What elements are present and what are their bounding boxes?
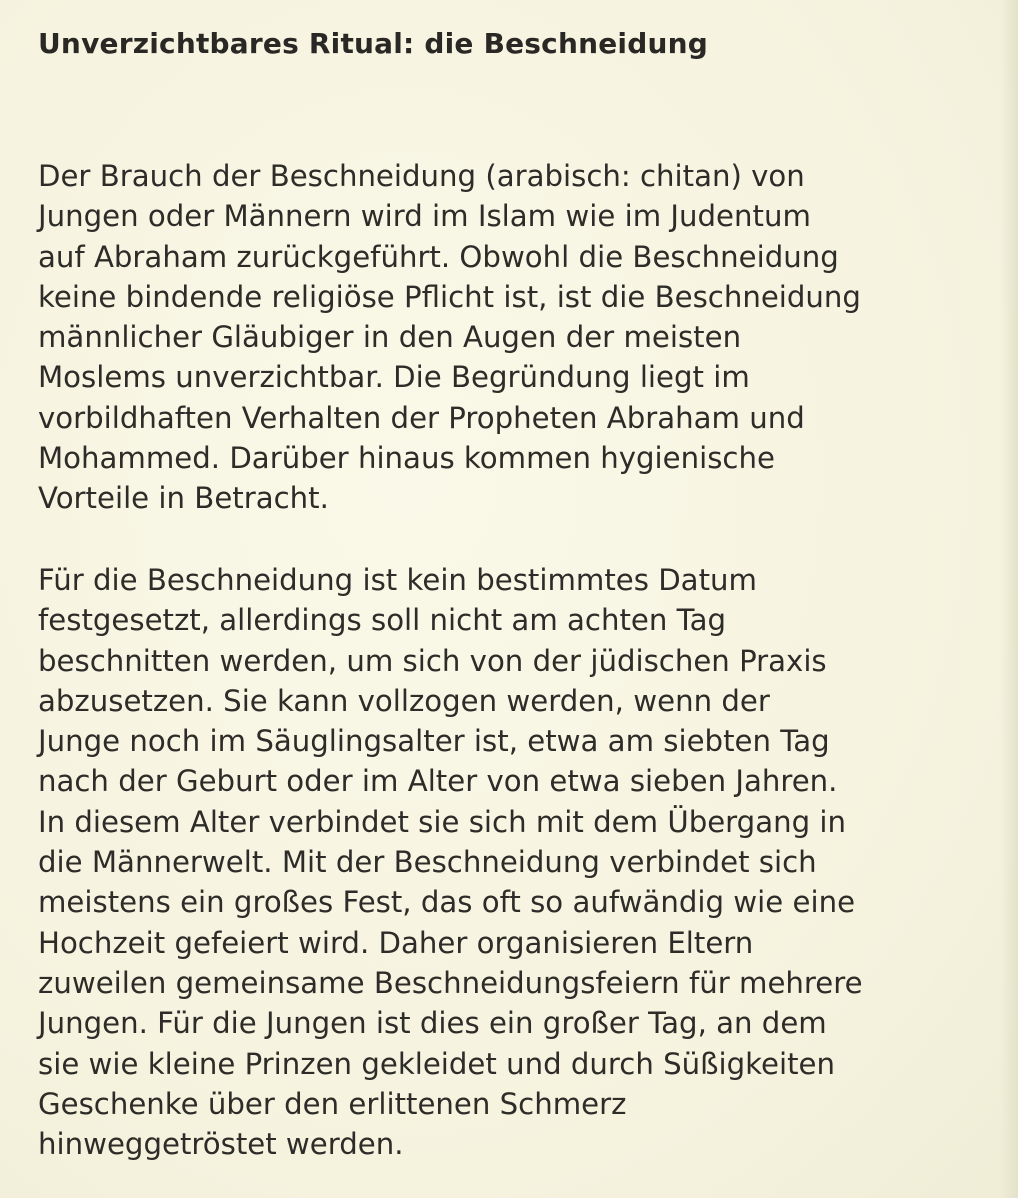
text-line: Der Brauch der Beschneidung (arabisch: chitan) von [38, 159, 805, 193]
text-line: Geschenke über den erlittenen Schmerz [38, 1086, 627, 1121]
text-line: Mohammed. Darüber hinaus kommen hygienische [38, 441, 775, 476]
text-line: Vorteile in Betracht. [38, 481, 329, 516]
page-edge-shadow [1000, 0, 1018, 1198]
text-line: sie wie kleine Prinzen gekleidet und durch Süßigkeiten [38, 1046, 835, 1081]
text-line: keine bindende religiöse Pflicht ist, ist die Beschneidung [38, 279, 861, 314]
text-line: Für die Beschneidung ist kein bestimmtes Datum [38, 563, 757, 597]
text-line: abzusetzen. Sie kann vollzogen werden, wenn der [38, 683, 770, 718]
text-line: Jungen oder Männern wird im Islam wie im Judentum [38, 199, 811, 234]
text-line: Moslems unverzichtbar. Die Begründung liegt im [38, 360, 750, 395]
text-line: nach der Geburt oder im Alter von etwa sieben Jahren. [38, 764, 838, 799]
document-page [38, 22, 988, 1162]
text-line: männlicher Gläubiger in den Augen der meisten [38, 320, 742, 355]
text-line: Jungen. Für die Jungen ist dies ein großer Tag, an dem [38, 1006, 827, 1041]
text-line: festgesetzt, allerdings soll nicht am achten Tag [38, 603, 727, 638]
page-title: Unverzichtbares Ritual: die Beschneidung [38, 27, 708, 60]
text-line: auf Abraham zurückgeführt. Obwohl die Beschneidung [38, 239, 839, 274]
text-line: Hochzeit gefeiert wird. Daher organisieren Eltern [38, 925, 754, 960]
text-line: meistens ein großes Fest, das oft so aufwändig wie eine [38, 885, 856, 920]
text-line: vorbildhaften Verhalten der Propheten Abraham und [38, 400, 805, 435]
text-line: beschnitten werden, um sich von der jüdischen Praxis [38, 643, 827, 678]
paragraph-2 [38, 560, 863, 1164]
text-line: die Männerwelt. Mit der Beschneidung verbindet sich [38, 845, 817, 880]
text-line: In diesem Alter verbindet sie sich mit dem Übergang in [38, 804, 846, 839]
text-line: Junge noch im Säuglingsalter ist, etwa am siebten Tag [38, 724, 830, 759]
text-line: zuweilen gemeinsame Beschneidungsfeiern für mehrere [38, 965, 863, 1000]
text-line: hinweggetröstet werden. [38, 1127, 404, 1162]
paragraph-1 [38, 156, 861, 519]
